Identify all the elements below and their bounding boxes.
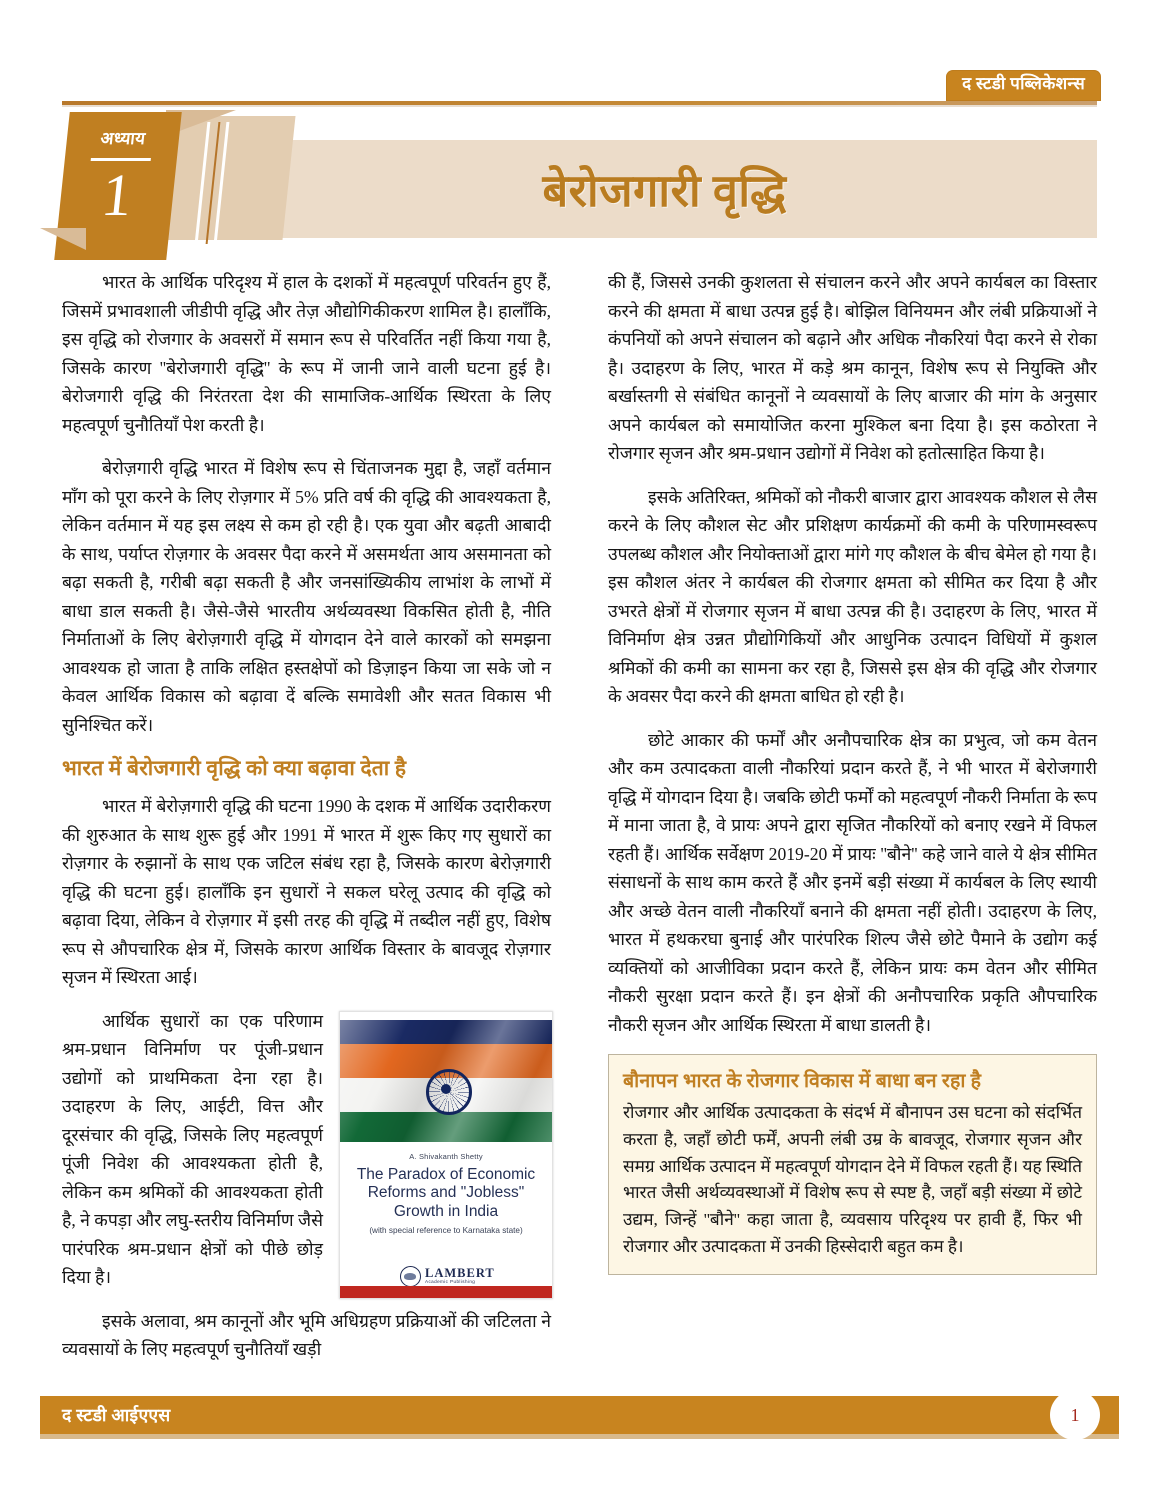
header-rule-shadow [62, 105, 1097, 107]
paragraph: भारत में बेरोज़गारी वृद्धि की घटना 1990 के दशक में आर्थिक उदारीकरण की शुरुआत के साथ शुरू हुई और 1991 में भारत में शुरू किए गए सुधारों का रोज़गार के रुझानों के साथ एक जटिल संबंध रहा है, जिसके कारण बेरोज़गारी वृद्धि की घटना हुई। हालाँकि इन सुधारों ने सकल घरेलू उत्पाद की वृद्धि को बढ़ावा दिया, लेकिन वे रोज़गार में इसी तरह की वृद्धि में तब्दील नहीं हुए, विशेष रूप से औपचारिक क्षेत्र में, जिसके कारण आर्थिक विस्तार के बावजूद रोज़गार सृजन में स्थिरता आई। [62, 796, 551, 987]
chapter-number-tab-content [54, 112, 182, 260]
cover-bottom-bar [340, 1286, 552, 1298]
right-column [608, 268, 1097, 1275]
paragraph: भारत के आर्थिक परिदृश्य में हाल के दशकों में महत्वपूर्ण परिवर्तन हुए हैं, जिसमें प्रभावशाली जीडीपी वृद्धि और तेज़ औद्योगिकीकरण शामिल है। हालाँकि, इस वृद्धि को रोजगार के अवसरों में समान रूप से परिवर्तित नहीं किया गया है, जिसके कारण ''बेरोजगारी वृद्धि'' के रूप में जानी जाने वाली घटना हुई है। बेरोजगारी वृद्धि की निरंतरता देश की सामाजिक-आर्थिक स्थिरता के लिए महत्वपूर्ण चुनौतियाँ पेश करती है। [62, 272, 551, 435]
chapter-divider [91, 158, 151, 161]
book-cover-image [339, 1011, 553, 1299]
chapter-number: 1 [98, 162, 136, 228]
footer-brand-label: द स्टडी आईएएस [62, 1405, 171, 1425]
section-heading: भारत में बेरोजगारी वृद्धि को क्या बढ़ावा देता है [62, 756, 407, 780]
page-footer-shadow [40, 1434, 1119, 1439]
publisher-tab: द स्टडी पब्लिकेशन्स [946, 70, 1101, 101]
chapter-banner [62, 110, 1097, 260]
publisher-logo-text [425, 1267, 495, 1285]
paragraph: इसके अलावा, श्रम कानूनों और भूमि अधिग्रहण प्रक्रियाओं की जटिलता ने व्यवसायों के लिए महत्वपूर्ण चुनौतियाँ खड़ी [62, 1310, 551, 1359]
publisher-name: LAMBERT [425, 1265, 495, 1280]
page-header [0, 0, 1159, 115]
callout-box [608, 1054, 1097, 1275]
paragraph: छोटे आकार की फर्मों और अनौपचारिक क्षेत्र का प्रभुत्व, जो कम वेतन और कम उत्पादकता वाली नौकरियां प्रदान करते हैं, ने भी भारत में बेरोजगारी वृद्धि में योगदान दिया है। जबकि छोटी फर्मों को महत्वपूर्ण नौकरी निर्माता के रूप में माना जाता है, वे प्रायः अपने द्वारा सृजित नौकरियों को बनाए रखने में विफल रहती हैं। आर्थिक सर्वेक्षण 2019-20 में प्रायः ''बौने'' कहे जाने वाले ये क्षेत्र सीमित संसाधनों के साथ काम करते हैं और इनमें बड़ी संख्या में कार्यबल के लिए स्थायी और अच्छे वेतन वाली नौकरियाँ बनाने की क्षमता नहीं होती। उदाहरण के लिए, भारत में हथकरघा बुनाई और पारंपरिक शिल्प जैसे छोटे पैमाने के उद्योग कई व्यक्तियों को आजीविका प्रदान करते हैं, लेकिन प्रायः कम वेतन और सीमित नौकरी सुरक्षा प्रदान करते हैं। इन क्षेत्रों की अनौपचारिक प्रकृति औपचारिक नौकरी सृजन और आर्थिक स्थिरता में बाधा डालती है। [608, 729, 1097, 1035]
paragraph: इसके अतिरिक्त, श्रमिकों को नौकरी बाजार द्वारा आवश्यक कौशल से लैस करने के लिए कौशल सेट और प्रशिक्षण कार्यक्रमों की कमी के परिणामस्वरूप उपलब्ध कौशल और नियोक्ताओं द्वारा मांगे गए कौशल के बीच बेमेल हो गया है। इस कौशल अंतर ने कार्यबल की रोजगार क्षमता को सीमित कर दिया है और उभरते क्षेत्रों में रोजगार सृजन में बाधा उत्पन्न की है। उदाहरण के लिए, भारत में विनिर्माण क्षेत्र उन्नत प्रौद्योगिकियों और आधुनिक उत्पादन विधियों में कुशल श्रमिकों की कमी का सामना कर रहा है, जिससे इस क्षेत्र की वृद्धि और रोजगार के अवसर पैदा करने की क्षमता बाधित हो रही है। [608, 486, 1097, 706]
page-footer-bar [40, 1396, 1119, 1434]
paragraph: बेरोज़गारी वृद्धि भारत में विशेष रूप से चिंताजनक मुद्दा है, जहाँ वर्तमान माँग को पूरा करने के लिए रोज़गार में 5% प्रति वर्ष की वृद्धि की आवश्यकता है, लेकिन वर्तमान में यह इस लक्ष्य से कम हो रही है। एक युवा और बढ़ती आबादी के साथ, पर्याप्त रोज़गार के अवसर पैदा करने में असमर्थता आय असमानता को बढ़ा सकती है, गरीबी बढ़ा सकती है और जनसांख्यिकीय लाभांश के लाभों में बाधा डाल सकती है। जैसे-जैसे भारतीय अर्थव्यवस्था विकसित होती है, नीति निर्माताओं के लिए बेरोज़गारी वृद्धि में योगदान देने वाले कारकों को समझना आवश्यक हो जाता है ताकि लक्षित हस्तक्षेपों को डिज़ाइन किया जा सके जो न केवल आर्थिक विकास को बढ़ावा दें बल्कि समावेशी और सतत विकास भी सुनिश्चित करें। [62, 458, 551, 735]
globe-icon [400, 1266, 421, 1287]
paragraph: की हैं, जिससे उनकी कुशलता से संचालन करने और अपने कार्यबल का विस्तार करने की क्षमता में बाधा उत्पन्न हुई है। बोझिल विनियमन और लंबी प्रक्रियाओं ने कंपनियों को अपने संचालन को बढ़ाने और अधिक नौकरियां पैदा करने से रोका है। उदाहरण के लिए, भारत में कड़े श्रम कानून, विशेष रूप से नियुक्ति और बर्खास्तगी से संबंधित कानूनों ने व्यवसायों के लिए बाजार की मांग के अनुसार अपने कार्यबल को समायोजित करना मुश्किल बना दिया है। इस कठोरता ने रोजगार सृजन और श्रम-प्रधान उद्योगों में निवेश को हतोत्साहित किया है। [608, 272, 1097, 463]
publisher-tagline: Academic Publishing [425, 1279, 476, 1285]
ashoka-chakra-hub-icon [441, 1084, 451, 1094]
book-author: A. Shivakanth Shetty [409, 1151, 483, 1161]
book-title: The Paradox of Economic Reforms and "Jobless" Growth in India [356, 1165, 536, 1221]
chapter-title: बेरोजगारी वृद्धि [542, 165, 787, 216]
book-cover-figure [339, 1011, 551, 1299]
book-subtitle: (with special reference to Karnataka state) [369, 1225, 523, 1235]
left-column [62, 268, 551, 1379]
page-number-badge: 1 [1050, 1390, 1100, 1440]
callout-heading: बौनापन भारत के रोजगार विकास में बाधा बन रहा है [623, 1071, 982, 1092]
publisher-logo [400, 1266, 496, 1287]
chapter-label: अध्याय [99, 129, 147, 148]
paragraph: आर्थिक सुधारों का एक परिणाम श्रम-प्रधान विनिर्माण पर पूंजी-प्रधान उद्योगों को प्राथमिकता देना रहा है। उदाहरण के लिए, आईटी, वित्त और दूरसंचार की वृद्धि, जिसके लिए महत्वपूर्ण पूंजी निवेश की आवश्यकता होती है, लेकिन कम श्रमिकों की आवश्यकता होती है, ने कपड़ा और लघु-स्तरीय विनिर्माण जैसे पारंपरिक श्रम-प्रधान क्षेत्रों को पीछे छोड़ दिया है। [62, 1010, 323, 1287]
callout-body: रोजगार और आर्थिक उत्पादकता के संदर्भ में बौनापन उस घटना को संदर्भित करता है, जहाँ छोटी फर्में, अपनी लंबी उम्र के बावजूद, रोजगार सृजन और समग्र आर्थिक उत्पादन में महत्वपूर्ण योगदान देने में विफल रहती हैं। यह स्थिति भारत जैसी अर्थव्यवस्थाओं में विशेष रूप से स्पष्ट है, जहाँ बड़ी संख्या में छोटे उद्यम, जिन्हें ''बौने'' कहा जाता है, व्यवसाय परिदृश्य पर हावी हैं, फिर भी रोजगार और उत्पादकता में उनकी हिस्सेदारी बहुत कम है। [623, 1103, 1082, 1257]
